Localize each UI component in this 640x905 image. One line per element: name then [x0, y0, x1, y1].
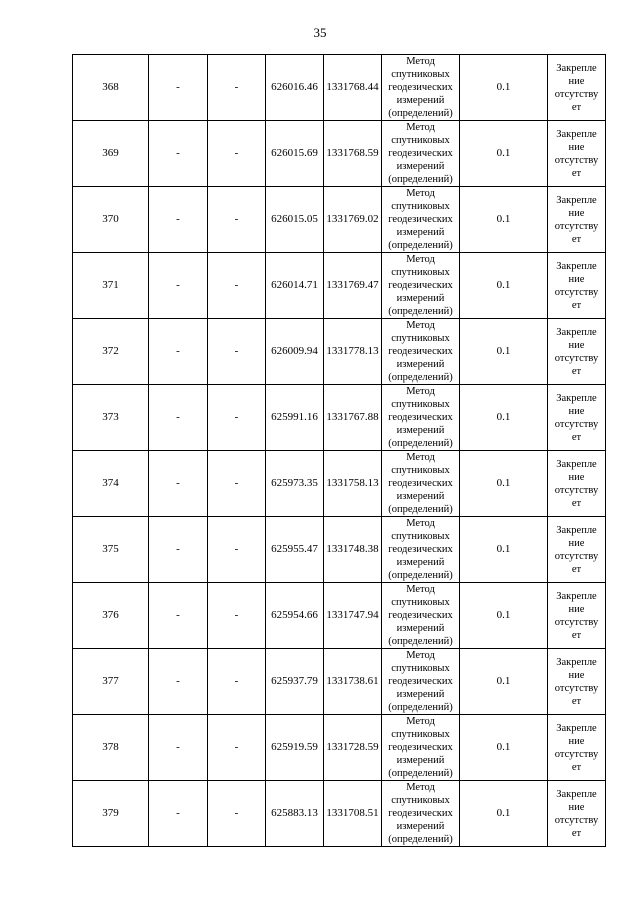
accuracy-cell: 0.1 [460, 319, 548, 385]
fixing-cell [548, 55, 606, 121]
empty-cell-1: - [149, 187, 208, 253]
fixing-cell [548, 451, 606, 517]
x-coordinate-cell: 625919.59 [266, 715, 324, 781]
method-cell [382, 517, 460, 583]
fixing-line: отсутству [554, 88, 599, 100]
method-line: (определений) [388, 240, 453, 251]
y-coordinate-cell: 1331748.38 [324, 517, 382, 583]
x-coordinate-cell: 626015.05 [266, 187, 324, 253]
fixing-line: Закрепле [556, 392, 597, 404]
method-cell [382, 187, 460, 253]
fixing-line: Закрепле [556, 326, 597, 338]
method-line: Метод [406, 254, 435, 265]
empty-cell-1: - [149, 649, 208, 715]
method-line: (определений) [388, 174, 453, 185]
empty-cell-2: - [208, 451, 266, 517]
fixing-line: Закрепле [556, 656, 597, 668]
method-cell [382, 649, 460, 715]
method-line: спутниковых [391, 663, 450, 674]
method-line: Метод [406, 782, 435, 793]
fixing-cell [548, 385, 606, 451]
empty-cell-1: - [149, 253, 208, 319]
fixing-line: Закрепле [556, 194, 597, 206]
method-line: геодезических [388, 478, 453, 489]
table-row [73, 781, 606, 847]
fixing-line: ние [568, 537, 585, 549]
fixing-line: ние [568, 669, 585, 681]
method-line: измерений [396, 755, 445, 766]
accuracy-cell: 0.1 [460, 715, 548, 781]
x-coordinate-cell: 625883.13 [266, 781, 324, 847]
method-cell [382, 715, 460, 781]
method-line: спутниковых [391, 795, 450, 806]
y-coordinate-cell: 1331768.59 [324, 121, 382, 187]
table-row [73, 451, 606, 517]
fixing-line: ет [571, 629, 582, 641]
fixing-line: ет [571, 497, 582, 509]
empty-cell-1: - [149, 517, 208, 583]
method-line: спутниковых [391, 333, 450, 344]
method-line: (определений) [388, 768, 453, 779]
fixing-cell [548, 187, 606, 253]
empty-cell-2: - [208, 253, 266, 319]
accuracy-cell: 0.1 [460, 517, 548, 583]
fixing-line: ет [571, 761, 582, 773]
x-coordinate-cell: 625991.16 [266, 385, 324, 451]
method-line: (определений) [388, 504, 453, 515]
table-row [73, 187, 606, 253]
x-coordinate-cell: 625973.35 [266, 451, 324, 517]
empty-cell-2: - [208, 121, 266, 187]
method-line: геодезических [388, 808, 453, 819]
fixing-line: Закрепле [556, 260, 597, 272]
method-line: геодезических [388, 148, 453, 159]
fixing-line: Закрепле [556, 62, 597, 74]
fixing-line: ние [568, 735, 585, 747]
method-cell [382, 451, 460, 517]
point-number-cell: 376 [73, 583, 149, 649]
method-line: измерений [396, 821, 445, 832]
method-line: (определений) [388, 438, 453, 449]
method-line: спутниковых [391, 531, 450, 542]
table-row [73, 649, 606, 715]
accuracy-cell: 0.1 [460, 187, 548, 253]
fixing-line: отсутству [554, 220, 599, 232]
fixing-cell [548, 121, 606, 187]
empty-cell-2: - [208, 385, 266, 451]
y-coordinate-cell: 1331758.13 [324, 451, 382, 517]
fixing-cell [548, 253, 606, 319]
fixing-line: Закрепле [556, 788, 597, 800]
fixing-cell [548, 517, 606, 583]
point-number-cell: 378 [73, 715, 149, 781]
fixing-line: ние [568, 603, 585, 615]
accuracy-cell: 0.1 [460, 385, 548, 451]
y-coordinate-cell: 1331767.88 [324, 385, 382, 451]
method-line: Метод [406, 452, 435, 463]
fixing-line: ние [568, 801, 585, 813]
fixing-line: отсутству [554, 352, 599, 364]
table-row [73, 715, 606, 781]
fixing-line: отсутству [554, 418, 599, 430]
accuracy-cell: 0.1 [460, 121, 548, 187]
method-cell [382, 385, 460, 451]
empty-cell-2: - [208, 517, 266, 583]
method-line: геодезических [388, 82, 453, 93]
method-line: (определений) [388, 372, 453, 383]
method-line: спутниковых [391, 69, 450, 80]
fixing-line: ет [571, 167, 582, 179]
method-line: спутниковых [391, 267, 450, 278]
x-coordinate-cell: 625937.79 [266, 649, 324, 715]
accuracy-cell: 0.1 [460, 781, 548, 847]
point-number-cell: 379 [73, 781, 149, 847]
table-row [73, 55, 606, 121]
method-line: (определений) [388, 702, 453, 713]
fixing-line: отсутству [554, 682, 599, 694]
fixing-line: отсутству [554, 484, 599, 496]
method-line: Метод [406, 386, 435, 397]
method-line: измерений [396, 425, 445, 436]
table-row [73, 385, 606, 451]
fixing-line: отсутству [554, 286, 599, 298]
fixing-line: Закрепле [556, 590, 597, 602]
x-coordinate-cell: 626015.69 [266, 121, 324, 187]
empty-cell-2: - [208, 715, 266, 781]
fixing-line: Закрепле [556, 524, 597, 536]
point-number-cell: 374 [73, 451, 149, 517]
point-number-cell: 368 [73, 55, 149, 121]
table-row [73, 121, 606, 187]
empty-cell-2: - [208, 781, 266, 847]
table-body [73, 55, 606, 847]
empty-cell-1: - [149, 583, 208, 649]
method-line: Метод [406, 584, 435, 595]
point-number-cell: 373 [73, 385, 149, 451]
fixing-line: ние [568, 207, 585, 219]
point-number-cell: 375 [73, 517, 149, 583]
x-coordinate-cell: 625954.66 [266, 583, 324, 649]
method-cell [382, 583, 460, 649]
method-line: геодезических [388, 412, 453, 423]
fixing-line: Закрепле [556, 128, 597, 140]
fixing-line: ет [571, 365, 582, 377]
fixing-line: ет [571, 827, 582, 839]
method-line: (определений) [388, 636, 453, 647]
fixing-line: отсутству [554, 616, 599, 628]
table-row [73, 253, 606, 319]
accuracy-cell: 0.1 [460, 649, 548, 715]
fixing-line: отсутству [554, 748, 599, 760]
x-coordinate-cell: 626014.71 [266, 253, 324, 319]
empty-cell-2: - [208, 55, 266, 121]
fixing-line: ние [568, 471, 585, 483]
method-line: геодезических [388, 610, 453, 621]
point-number-cell: 377 [73, 649, 149, 715]
method-line: Метод [406, 716, 435, 727]
x-coordinate-cell: 625955.47 [266, 517, 324, 583]
point-number-cell: 372 [73, 319, 149, 385]
empty-cell-1: - [149, 385, 208, 451]
method-line: геодезических [388, 742, 453, 753]
method-line: спутниковых [391, 729, 450, 740]
method-cell [382, 253, 460, 319]
method-line: измерений [396, 293, 445, 304]
method-line: геодезических [388, 214, 453, 225]
table-row [73, 583, 606, 649]
coordinates-table [72, 54, 606, 847]
method-line: Метод [406, 122, 435, 133]
method-line: измерений [396, 95, 445, 106]
empty-cell-1: - [149, 319, 208, 385]
empty-cell-1: - [149, 715, 208, 781]
y-coordinate-cell: 1331738.61 [324, 649, 382, 715]
empty-cell-1: - [149, 121, 208, 187]
table-row [73, 319, 606, 385]
fixing-line: отсутству [554, 814, 599, 826]
x-coordinate-cell: 626016.46 [266, 55, 324, 121]
empty-cell-1: - [149, 451, 208, 517]
method-line: измерений [396, 491, 445, 502]
empty-cell-2: - [208, 649, 266, 715]
fixing-cell [548, 781, 606, 847]
fixing-line: ние [568, 141, 585, 153]
method-line: Метод [406, 56, 435, 67]
fixing-line: ние [568, 75, 585, 87]
page-number: 35 [313, 25, 327, 40]
fixing-line: ет [571, 101, 582, 113]
method-line: Метод [406, 650, 435, 661]
empty-cell-2: - [208, 187, 266, 253]
method-line: (определений) [388, 834, 453, 845]
y-coordinate-cell: 1331769.02 [324, 187, 382, 253]
fixing-line: отсутству [554, 550, 599, 562]
method-line: Метод [406, 320, 435, 331]
empty-cell-2: - [208, 319, 266, 385]
method-line: спутниковых [391, 465, 450, 476]
fixing-line: отсутству [554, 154, 599, 166]
method-line: спутниковых [391, 135, 450, 146]
method-line: геодезических [388, 676, 453, 687]
method-cell [382, 121, 460, 187]
y-coordinate-cell: 1331778.13 [324, 319, 382, 385]
method-line: измерений [396, 557, 445, 568]
y-coordinate-cell: 1331769.47 [324, 253, 382, 319]
fixing-line: ние [568, 405, 585, 417]
method-line: спутниковых [391, 399, 450, 410]
method-line: геодезических [388, 280, 453, 291]
method-line: (определений) [388, 570, 453, 581]
accuracy-cell: 0.1 [460, 55, 548, 121]
y-coordinate-cell: 1331747.94 [324, 583, 382, 649]
method-line: (определений) [388, 306, 453, 317]
fixing-cell [548, 583, 606, 649]
x-coordinate-cell: 626009.94 [266, 319, 324, 385]
method-line: Метод [406, 518, 435, 529]
accuracy-cell: 0.1 [460, 253, 548, 319]
fixing-line: Закрепле [556, 722, 597, 734]
method-cell [382, 55, 460, 121]
fixing-line: ние [568, 273, 585, 285]
fixing-line: Закрепле [556, 458, 597, 470]
table-row [73, 517, 606, 583]
method-line: измерений [396, 161, 445, 172]
fixing-line: ет [571, 431, 582, 443]
method-line: спутниковых [391, 597, 450, 608]
fixing-line: ет [571, 695, 582, 707]
method-line: Метод [406, 188, 435, 199]
method-line: измерений [396, 689, 445, 700]
method-cell [382, 319, 460, 385]
empty-cell-1: - [149, 781, 208, 847]
accuracy-cell: 0.1 [460, 583, 548, 649]
method-line: спутниковых [391, 201, 450, 212]
method-line: измерений [396, 623, 445, 634]
method-line: (определений) [388, 108, 453, 119]
point-number-cell: 371 [73, 253, 149, 319]
point-number-cell: 369 [73, 121, 149, 187]
y-coordinate-cell: 1331708.51 [324, 781, 382, 847]
fixing-line: ние [568, 339, 585, 351]
method-line: измерений [396, 359, 445, 370]
fixing-cell [548, 319, 606, 385]
fixing-cell [548, 649, 606, 715]
fixing-line: ет [571, 233, 582, 245]
y-coordinate-cell: 1331768.44 [324, 55, 382, 121]
method-line: геодезических [388, 346, 453, 357]
accuracy-cell: 0.1 [460, 451, 548, 517]
method-cell [382, 781, 460, 847]
method-line: измерений [396, 227, 445, 238]
point-number-cell: 370 [73, 187, 149, 253]
fixing-line: ет [571, 563, 582, 575]
y-coordinate-cell: 1331728.59 [324, 715, 382, 781]
fixing-line: ет [571, 299, 582, 311]
empty-cell-2: - [208, 583, 266, 649]
fixing-cell [548, 715, 606, 781]
empty-cell-1: - [149, 55, 208, 121]
method-line: геодезических [388, 544, 453, 555]
